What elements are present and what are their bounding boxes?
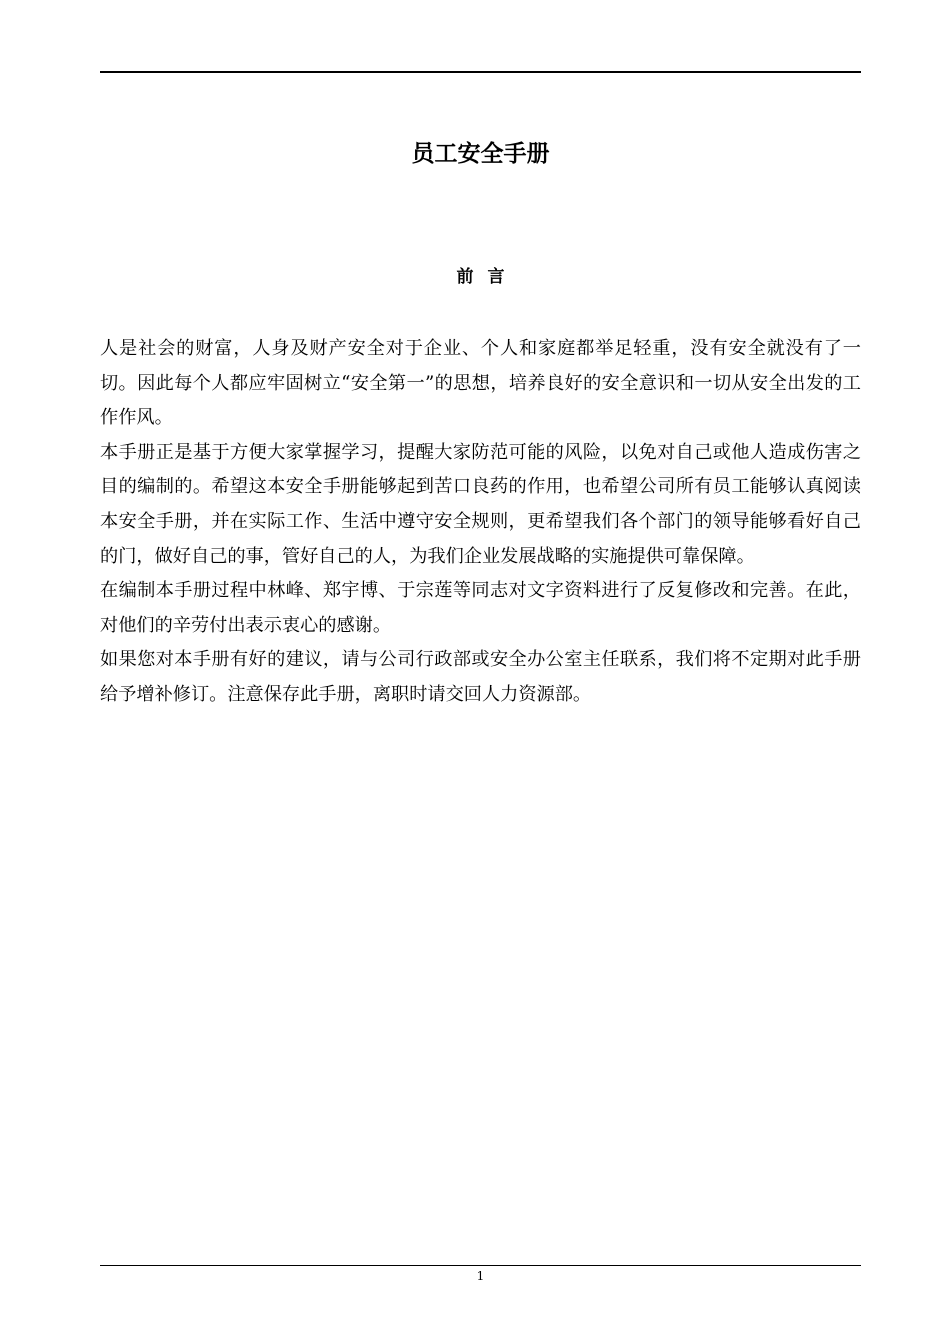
preface-body [100, 332, 861, 713]
paragraph-3: 在编制本手册过程中林峰、郑宇博、于宗莲等同志对文字资料进行了反复修改和完善。在此，对他们的辛劳付出表示衷心的感谢。 [100, 580, 861, 636]
document-title: 员工安全手册 [411, 141, 550, 167]
paragraph-4: 如果您对本手册有好的建议，请与公司行政部或安全办公室主任联系，我们将不定期对此手册给予增补修订。注意保存此手册，离职时请交回人力资源部。 [100, 649, 861, 705]
header-rule [100, 71, 861, 73]
footer-rule [100, 1265, 861, 1266]
paragraph-1: 人是社会的财富，人身及财产安全对于企业、个人和家庭都举足轻重，没有安全就没有了一切。因此每个人都应牢固树立“安全第一”的思想，培养良好的安全意识和一切从安全出发的工作作风。 [100, 338, 861, 429]
page-number: 1 [476, 1269, 485, 1283]
section-heading-preface: 前言 [456, 267, 519, 287]
paragraph-2: 本手册正是基于方便大家掌握学习，提醒大家防范可能的风险，以免对自己或他人造成伤害之目的编制的。希望这本安全手册能够起到苦口良药的作用，也希望公司所有员工能够认真阅读本安全手册，并在实际工作、生活中遵守安全规则，更希望我们各个部门的领导能够看好自己的门，做好自己的事，管好自己的人，为我们企业发展战略的实施提供可靠保障。 [100, 441, 861, 567]
